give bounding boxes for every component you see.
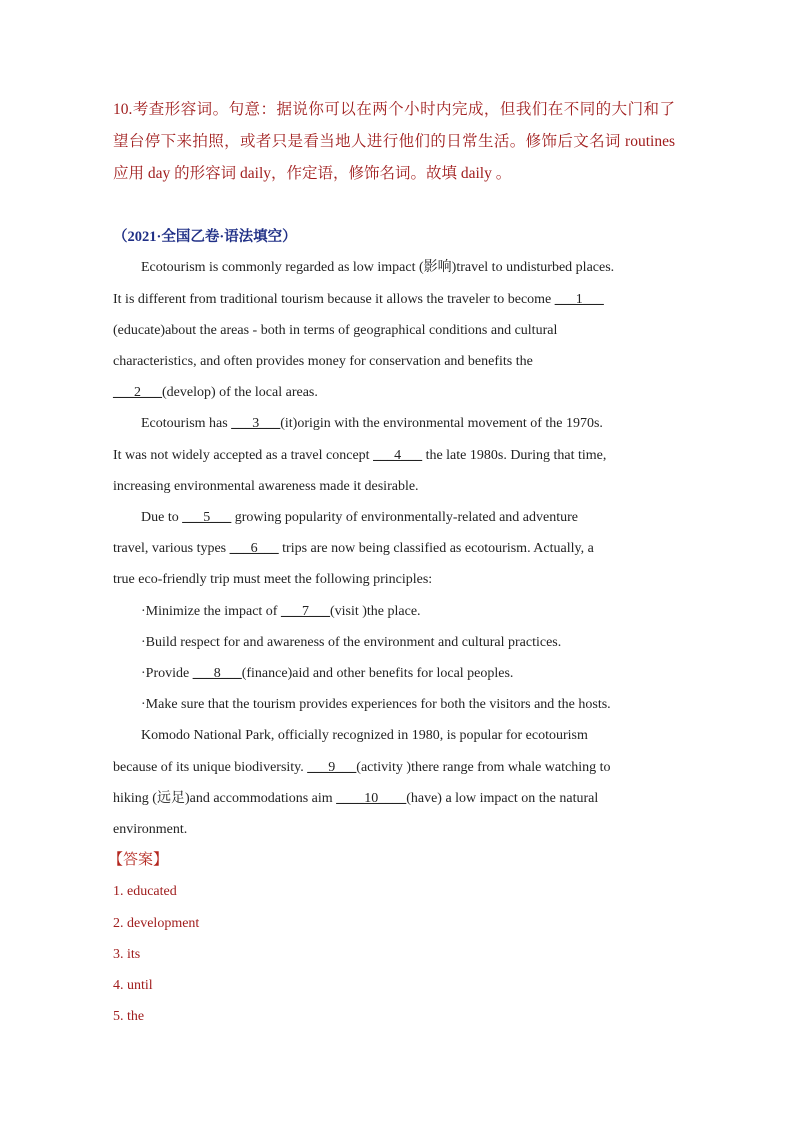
passage-text: ·Minimize the impact of xyxy=(141,604,281,619)
passage-p3-line-3: true eco-friendly trip must meet the following principles: xyxy=(113,572,433,587)
passage-text: (visit )the place. xyxy=(329,604,421,619)
passage-p3-line-2 xyxy=(113,539,675,559)
answer-item: 2. development xyxy=(113,916,200,931)
answer-item: 3. its xyxy=(113,947,141,962)
blank-3: ___3___ xyxy=(231,416,281,431)
principle-1 xyxy=(141,602,675,622)
passage-p2-line-2 xyxy=(113,446,675,466)
blank-1: ___1___ xyxy=(554,292,604,307)
passage-text: travel, various types xyxy=(113,541,230,556)
passage-text: It is different from traditional tourism because it allows the traveler to become xyxy=(113,292,555,307)
answer-heading: 【答案】 xyxy=(108,852,169,868)
blank-8: ___8___ xyxy=(192,666,242,681)
blank-2: ___2___ xyxy=(113,385,162,400)
passage-text: hiking (远足)and accommodations aim xyxy=(113,791,337,806)
answer-item: 4. until xyxy=(113,978,153,993)
passage-p4-line-3 xyxy=(113,789,675,809)
passage-p1-line-1: Ecotourism is commonly regarded as low impact (影响)travel to undisturbed places. xyxy=(141,260,615,275)
passage-p3-line-1 xyxy=(141,508,675,528)
passage-p2-line-3: increasing environmental awareness made it desirable. xyxy=(113,479,419,494)
passage-text: ·Provide xyxy=(141,666,193,681)
passage-text: growing popularity of environmentally-related and adventure xyxy=(231,510,578,525)
passage-p4-line-4: environment. xyxy=(113,822,188,837)
section-title: （2021·全国乙卷·语法填空） xyxy=(113,229,297,245)
passage-text: Due to xyxy=(141,510,183,525)
passage-p4-line-1: Komodo National Park, officially recognized in 1980, is popular for ecotourism xyxy=(141,728,588,743)
passage-text: Ecotourism has xyxy=(141,416,232,431)
principle-3 xyxy=(141,664,675,684)
passage-p2-line-1 xyxy=(141,414,675,434)
passage-p1-line-3: (educate)about the areas - both in terms of geographical conditions and cultural xyxy=(113,323,558,338)
principle-4: ·Make sure that the tourism provides experiences for both the visitors and the hosts. xyxy=(141,697,611,712)
explanation-line-1: 10.考查形容词。句意：据说你可以在两个小时内完成，但我们在不同的大门和了 xyxy=(113,101,675,118)
passage-text: trips are now being classified as ecotourism. Actually, a xyxy=(278,541,594,556)
passage-p1-line-2 xyxy=(113,290,675,310)
passage-text: the late 1980s. During that time, xyxy=(422,448,607,463)
principle-2: ·Build respect for and awareness of the environment and cultural practices. xyxy=(141,635,562,650)
blank-10: ____10____ xyxy=(336,791,407,806)
blank-5: ___5___ xyxy=(182,510,232,525)
blank-4: ___4___ xyxy=(373,448,423,463)
answer-item: 1. educated xyxy=(113,884,177,899)
passage-text: (have) a low impact on the natural xyxy=(406,791,599,806)
passage-text: (activity )there range from whale watching to xyxy=(356,760,611,775)
blank-9: ___9___ xyxy=(307,760,357,775)
passage-text: It was not widely accepted as a travel concept xyxy=(113,448,374,463)
answer-item: 5. the xyxy=(113,1009,145,1024)
explanation-line-3: 应用 day 的形容词 daily，作定语，修饰名词。故填 daily 。 xyxy=(113,165,512,182)
blank-7: ___7___ xyxy=(280,604,330,619)
explanation-line-2: 望台停下来拍照，或者只是看当地人进行他们的日常生活。修饰后文名词 routines xyxy=(113,133,675,150)
passage-text: (it)origin with the environmental movement of the 1970s. xyxy=(280,416,603,431)
passage-p1-line-4: characteristics, and often provides money for conservation and benefits the xyxy=(113,354,533,369)
passage-text: (finance)aid and other benefits for local peoples. xyxy=(241,666,514,681)
passage-text: (develop) of the local areas. xyxy=(162,385,318,400)
passage-p4-line-2 xyxy=(113,758,675,778)
blank-6: ___6___ xyxy=(229,541,279,556)
passage-text: because of its unique biodiversity. xyxy=(113,760,308,775)
passage-p1-line-5 xyxy=(113,383,675,403)
